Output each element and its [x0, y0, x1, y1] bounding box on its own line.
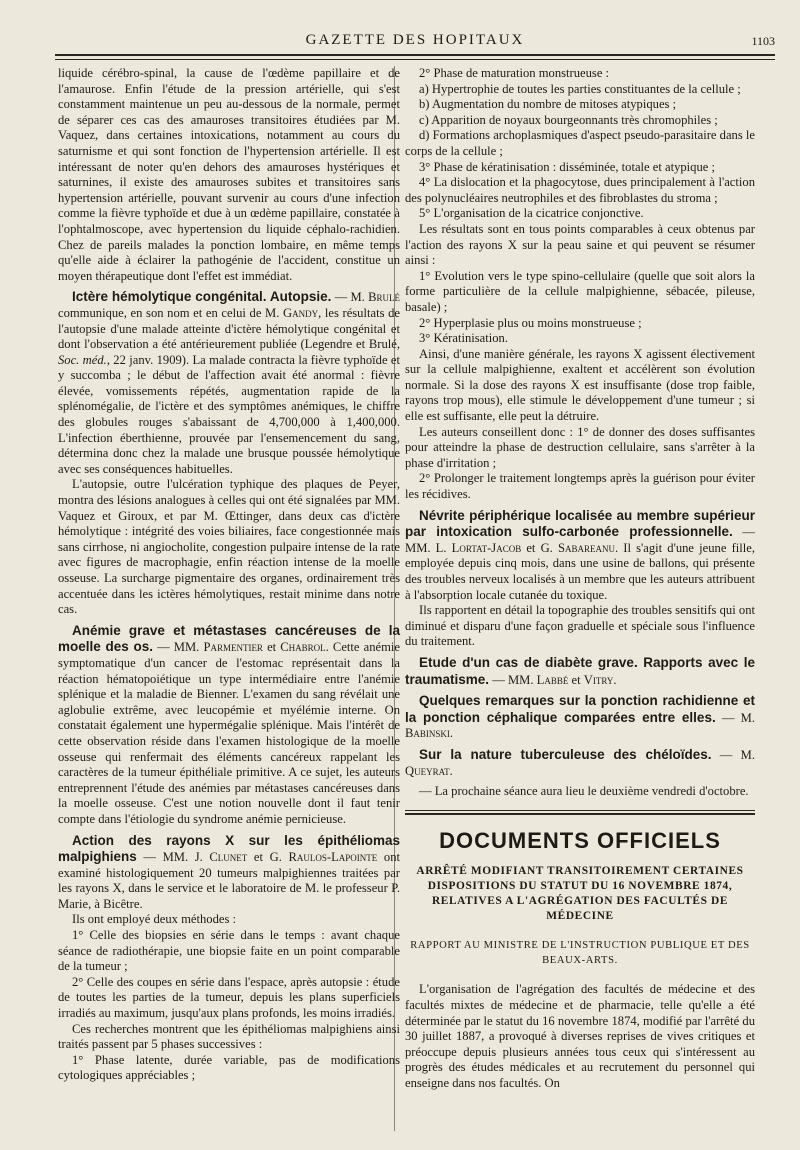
- author-name: Queyrat: [405, 763, 450, 778]
- dash: — M.: [331, 290, 369, 305]
- section-heading: Quelques remarques sur la ponction rachidienne et la ponction céphalique comparées entre elles.: [405, 693, 755, 725]
- text: .: [449, 763, 453, 778]
- list-item: 1° Celle des biopsies en série dans le temps : avant chaque séance de radiothérapie, une biopsie faite en un point comparable de la tumeur ;: [58, 928, 400, 974]
- section-diabetes: [405, 655, 755, 688]
- paragraph: L'organisation de l'agrégation des facultés de médecine et des facultés mixtes de médecine et de pharmacie, telle qu'elle a été déterminée par le statut du 16 novembre 1874, modifié par l'arrêté du 30 juillet 1887, a provoqué à diverses reprises de vives critiques et préoccupe depuis plusieurs années tous ceux qui s'intéressent au progrès des études médicales et au recrutement du personnel qui enseigne dans nos facultés. On: [405, 982, 755, 1090]
- text: . Cette anémie symptomatique d'un cancer de l'estomac représentait dans la réaction hématopoiétique un type intermédiaire entre l'anémie splénique et la maladie de Bienner. L'examen du sang révélait une aglobulie extrême, avec leucopémie et myélémie interne. On constatait également une hypermégalie splénique. Mais l'intérêt de cette observation réside dans l'examen histologique de la moelle osseuse qui renfermait des éléments cancéreux rappelant les caractères de la tumeur épithéliale primitive. A ce sujet, les auteurs entreprennent l'étude des anémies par métastases cancéreuses dans la moelle osseuse. C'est une notion nouvelle dont il faut tenir compte dans l'étiologie du syndrome anémie pernicieuse.: [58, 640, 400, 826]
- author-name: Babinski: [405, 726, 450, 741]
- list-item: 3° Phase de kératinisation : disséminée, totale et atypique ;: [419, 159, 716, 174]
- section-heading: Action des rayons X sur les épithéliomas malpighiens: [58, 832, 400, 865]
- dash: — MM. J.: [136, 850, 210, 865]
- section-heading: Etude d'un cas de diabète grave. Rapports avec le traumatisme.: [405, 654, 755, 687]
- list-item: 5° L'organisation de la cicatrice conjonctive.: [419, 206, 644, 221]
- list-item: b) Augmentation du nombre de mitoses atypiques ;: [419, 97, 677, 112]
- section-hemolytic-jaundice: [58, 289, 400, 477]
- decree-heading: ARRÊTÉ MODIFIANT TRANSITOIREMENT CERTAINES DISPOSITIONS DU STATUT DU 16 NOVEMBRE 1874, RELATIVES A L'AGRÉGATION DES FACULTÉS DE MÉDECINE: [416, 865, 744, 923]
- author-name: Labbé: [536, 672, 569, 687]
- dash: — MM.: [489, 672, 537, 687]
- list-item: 2° Hyperplasie plus ou moins monstrueuse ;: [419, 315, 642, 330]
- documents-officiels-title: DOCUMENTS OFFICIELS: [439, 827, 721, 853]
- list-item: a) Hypertrophie de toutes les parties constituantes de la cellule ;: [419, 81, 741, 96]
- paragraph: Ainsi, d'une manière générale, les rayons X agissent électivement sur la cellule malpighienne, exaltent et accélèrent son évolution normale. Si la dose des rayons X est insuffisante (dose trop faible, rayons trop mous), elle stimule le développement d'une tumeur ; si elle est suffisante, elle peut la détruire.: [405, 346, 755, 424]
- header-rule-thin: [55, 59, 775, 60]
- text: . Il s'agit d'une jeune fille, employée depuis cinq mois, dans une usine de ballons, qui présente des troubles nerveux localisés à un membre que les auteurs attribuent à l'absorption locale cutanée du toxique.: [405, 540, 756, 602]
- author-name: Raulos-Lapointe: [288, 850, 378, 865]
- section-heading: Anémie grave et métastases cancéreuses de la moelle des os.: [58, 622, 400, 655]
- author-name: Gandy: [283, 305, 319, 320]
- page-header: [55, 30, 775, 52]
- section-heading: Névrite périphérique localisée au membre supérieur par intoxication sulfo-carbonée professionnelle.: [405, 507, 755, 540]
- section-rule: [405, 810, 755, 811]
- section-rule-thick: [405, 813, 755, 815]
- list-item: 1° Evolution vers le type spino-cellulaire (quelle que soit alors la forme particulière de la cellule malpighienne, sébacée, pileuse, basale) ;: [405, 268, 755, 314]
- section-keloids: [405, 747, 755, 779]
- text: et G.: [247, 850, 289, 865]
- paragraph: Ils rapportent en détail la topographie des troubles sensitifs qui ont diminué et disparu d'une façon graduelle et spéciale sous l'influence du traitement.: [405, 603, 755, 649]
- paragraph: liquide cérébro-spinal, la cause de l'œdème papillaire et de l'amaurose. Enfin l'étude de la pression artérielle, qui s'est constamment maintenue un peu au-dessous de la normale, permet de séparer ces cas des amauroses transitoires étudiées par M. Vaquez, dans certaines intoxications, notamment au cours du saturnisme et qui sont fonction de l'hypertension artérielle. Il est intéressant de noter qu'en dehors des amauroses hystériques et saturnines, il existe des amauroses subites et transitoires sans hypertension artérielle, pouvant survenir au cours d'une infection comme la fièvre typhoïde et due à un œdème papillaire, constatée à l'ophtalmoscope, avec hypertension du liquide céphalo-rachidien. Chez de pareils malades la ponction lombaire, en même temps qu'elle aide à éclairer la pathogénie de l'accident, constitue un moyen thérapeutique dont l'effet est immédiat.: [58, 66, 400, 283]
- author-name: Lortat-Jacob: [451, 540, 522, 555]
- section-heading: Ictère hémolytique congénital. Autopsie.: [72, 289, 332, 305]
- author-name: Vitry: [583, 672, 614, 687]
- author-name: Brulé: [368, 290, 400, 305]
- list-item: c) Apparition de noyaux bourgeonnants très chromophiles ;: [419, 112, 718, 127]
- paragraph: Les résultats sont en tous points comparables à ceux obtenus par l'action des rayons X sur la peau saine et qui peuvent se résumer ainsi :: [405, 221, 755, 268]
- author-name: Parmentier: [203, 640, 263, 655]
- dash: — M.: [711, 747, 755, 762]
- section-xray-epithelioma: [58, 833, 400, 913]
- section-heading: Sur la nature tuberculeuse des chéloïdes.: [419, 746, 712, 762]
- list-item: 2° Phase de maturation monstrueuse :: [419, 66, 610, 80]
- paragraph: — La prochaine séance aura lieu le deuxième vendredi d'octobre.: [419, 784, 749, 799]
- report-heading: RAPPORT AU MINISTRE DE L'INSTRUCTION PUBLIQUE ET DES BEAUX-ARTS.: [410, 940, 750, 967]
- section-neuritis: [405, 508, 755, 604]
- text: .: [449, 726, 454, 741]
- list-item: 2° Celle des coupes en série dans l'espace, après autopsie : étude de toutes les parties de la tumeur, depuis les plans superficiels irradiés au maximum, jusqu'aux plans profonds, les moins irradiés.: [58, 974, 400, 1021]
- author-name: Chabrol: [280, 640, 326, 655]
- journal-title: GAZETTE DES HOPITAUX: [305, 32, 525, 48]
- text: , les résultats de l'autopsie d'une malade atteinte d'ictère hémolytique congénital et dont l'observation a été antérieurement publiée (Legendre et Brulé,: [58, 305, 400, 352]
- text: , 22 janv. 1909). La malade contracta la fièvre typhoïde et y succomba ; le début de l'affection avait été anormal : fièvre élevée, vomissements répétés, augmentation rapide de la splénomégalie, de l'ictère et des symptômes anémiques, le chiffre des globules rouges s'abaissant de 4,700,000 à 1,400,000. L'infection éberthienne, prouvée par l'ensemencement du sang, détermina donc chez la malade une brusque poussée hémolytique avec ses conséquences habituelles.: [58, 352, 400, 476]
- text: et: [568, 672, 584, 687]
- author-name: Clunet: [209, 850, 248, 865]
- section-anemia-metastases: [58, 623, 400, 828]
- page-number: 1103: [751, 34, 775, 48]
- text: .: [613, 672, 617, 687]
- section-puncture: [405, 693, 755, 742]
- paragraph: Ces recherches montrent que les épithéliomas malpighiens ainsi traités passent par 5 phases successives :: [58, 1021, 400, 1052]
- header-rule: [55, 54, 775, 56]
- dash: — MM.: [152, 640, 204, 655]
- text: ont examiné histologiquement 20 tumeurs malpighiennes traitées par les rayons X, dans le service et le laboratoire de M. le professeur P. Marie, à Bicêtre.: [58, 850, 400, 911]
- paragraph: Ils ont employé deux méthodes :: [72, 912, 237, 927]
- reference: Soc. méd.: [58, 352, 107, 367]
- list-item: 4° La dislocation et la phagocytose, dues principalement à l'action des polynucléaires neutrophiles et des fibroblastes du stroma ;: [405, 175, 755, 205]
- list-item: 1° Phase latente, durée variable, pas de modifications cytologiques appréciables ;: [58, 1052, 400, 1083]
- list-item: 2° Prolonger le traitement longtemps après la guérison pour éviter les récidives.: [405, 471, 755, 502]
- right-column: [405, 66, 755, 1091]
- paragraph: L'autopsie, outre l'ulcération typhique des plaques de Peyer, montra des lésions analogues à celles qui ont été signalées par MM. Vaquez et Giroux, et par M. Œttinger, dans deux cas d'ictère hémolytique : intégrité des voies biliaires, face congestionnée mais sans cirrhose, ni angiocholite, congestion pulpaire intense de la rate avec figures de macrophagie, enfin réaction intense de la moelle osseuse. La surcharge pigmentaire des organes, ordinairement très accentuée dans les ictères hémolytiques, restait minime dans notre cas.: [58, 477, 400, 617]
- list-item: d) Formations archoplasmiques d'aspect pseudo-parasitaire dans le corps de la cellule ;: [405, 128, 755, 158]
- paragraph: Les auteurs conseillent donc : 1° de donner des doses suffisantes pour atteindre la phase de destruction cellulaire, sans s'arrêter à la phase d'irritation ;: [405, 424, 755, 470]
- text: et: [262, 640, 281, 655]
- list-item: 3° Kératinisation.: [419, 331, 508, 346]
- left-column: [58, 66, 400, 1084]
- text: et G.: [521, 540, 558, 555]
- dash: — M.: [715, 710, 755, 725]
- text: communique, en son nom et en celui de M.: [58, 305, 284, 320]
- dash: — MM. L.: [405, 525, 755, 555]
- author-name: Sabareanu: [557, 540, 615, 555]
